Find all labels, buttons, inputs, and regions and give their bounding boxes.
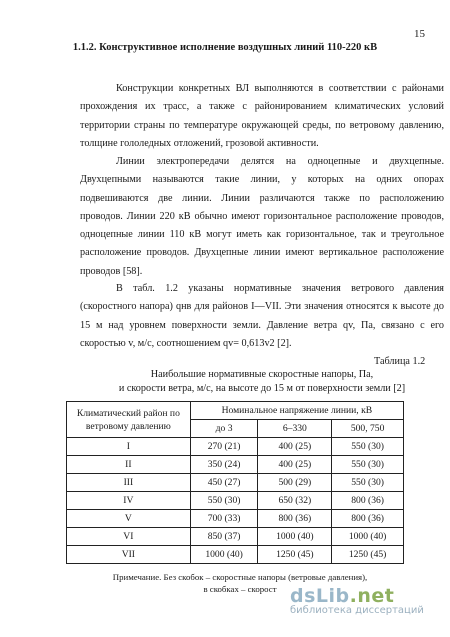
subheader-voltage: 500, 750 <box>332 420 404 438</box>
table-cell: 270 (21) <box>190 438 258 456</box>
paragraph-wind-pressure <box>80 280 444 353</box>
table-row <box>67 456 404 474</box>
paragraph-line: проводов [58]. <box>80 265 143 277</box>
watermark <box>290 585 445 616</box>
table-cell: 1250 (45) <box>258 546 332 564</box>
table-title-line: Наибольшие нормативные скоростные напоры, Па, <box>150 369 374 380</box>
header-climate-region: Климатический район по ветровому давлению <box>67 402 191 438</box>
table-row <box>67 546 404 564</box>
table-cell: 800 (36) <box>332 492 404 510</box>
table-cell: I <box>67 438 191 456</box>
paragraph-line: (скоростного напора) qнв для районов I—VII. Эти значения относятся к высоте до <box>80 301 444 313</box>
note-line: Примечание. Без скобок – скоростные напоры (ветровые давления), <box>112 572 368 582</box>
subheader-voltage: до 3 <box>190 420 258 438</box>
subheader-voltage: 6–330 <box>258 420 332 438</box>
table-row <box>67 492 404 510</box>
paragraph-line: Линии электропередачи делятся на одноцепные и двухцепные. <box>116 156 444 167</box>
table-cell: IV <box>67 492 191 510</box>
table-cell: 350 (24) <box>190 456 258 474</box>
table-caption: Таблица 1.2 <box>374 356 426 367</box>
table-cell: III <box>67 474 191 492</box>
table-cell: 850 (37) <box>190 528 258 546</box>
watermark-logo <box>290 585 445 607</box>
table-cell: 700 (33) <box>190 510 258 528</box>
table-cell: 400 (25) <box>258 438 332 456</box>
page-number: 15 <box>414 28 425 40</box>
watermark-logo-part: .net <box>349 585 395 607</box>
table-row <box>67 528 404 546</box>
table-cell: 550 (30) <box>332 456 404 474</box>
paragraph-line: проводов. Линии 220 кВ обычно имеют горизонтальное расположение проводов, <box>80 210 444 222</box>
paragraph-line: территории страны по температуре окружающей среды, по ветровому давлению, <box>80 119 444 131</box>
table-cell: 800 (36) <box>258 510 332 528</box>
table-cell: 1000 (40) <box>332 528 404 546</box>
table-row <box>67 438 404 456</box>
paragraph-line: одноцепные линии 110 кВ могут иметь как горизонтальное, так и треугольное <box>80 229 444 241</box>
table-cell: V <box>67 510 191 528</box>
table-cell: 1250 (45) <box>332 546 404 564</box>
paragraph-line: толщине гололедных отложений, грозовой активности. <box>80 137 319 149</box>
table-cell: 450 (27) <box>190 474 258 492</box>
header-nominal-voltage: Номинальное напряжение линии, кВ <box>190 402 403 420</box>
paragraph-line: Двухцепными называются такие линии, у которых на одних опорах <box>80 174 444 186</box>
paragraph-line: скоростью v, м/с, соотношением qv= 0,613v2 [2]. <box>80 337 292 349</box>
paragraph-line: подвешиваются две линии. Линии различаются также по расположению <box>80 192 444 204</box>
section-heading: 1.1.2. Конструктивное исполнение воздушных линий 110-220 кВ <box>72 42 378 53</box>
paragraph-line: Конструкции конкретных ВЛ выполняются в соответствии с районами <box>116 83 444 94</box>
paragraph-climate <box>80 80 444 153</box>
watermark-subtitle: библиотека диссертаций <box>290 605 424 616</box>
table-cell: 550 (30) <box>332 438 404 456</box>
table-cell: 500 (29) <box>258 474 332 492</box>
table-title-line: и скорости ветра, м/с, на высоте до 15 м от поверхности земли [2] <box>118 383 406 394</box>
table-title <box>80 368 444 396</box>
paragraph-line: расположение проводов. Двухцепные линии имеют вертикальное расположение <box>80 247 444 259</box>
paragraph-line-types <box>80 153 444 281</box>
paragraph-line: В табл. 1.2 указаны нормативные значения ветрового давления <box>116 283 444 294</box>
watermark-logo-part: dsLib <box>290 585 350 607</box>
table-row <box>67 510 404 528</box>
table-cell: VI <box>67 528 191 546</box>
table-cell: 650 (32) <box>258 492 332 510</box>
table-cell: 800 (36) <box>332 510 404 528</box>
paragraph-line: 15 м над уровнем поверхности земли. Давление ветра qv, Па, связано с его <box>80 319 444 331</box>
table-cell: 550 (30) <box>332 474 404 492</box>
table-cell: II <box>67 456 191 474</box>
note-line: в скобках – скорост <box>203 584 277 594</box>
table-cell: 550 (30) <box>190 492 258 510</box>
table-row <box>67 474 404 492</box>
table-cell: 400 (25) <box>258 456 332 474</box>
table-cell: VII <box>67 546 191 564</box>
wind-pressure-table <box>66 401 404 564</box>
paragraph-line: прохождения их трасс, а также с районированием климатических условий <box>80 101 444 113</box>
table-cell: 1000 (40) <box>190 546 258 564</box>
table-cell: 1000 (40) <box>258 528 332 546</box>
